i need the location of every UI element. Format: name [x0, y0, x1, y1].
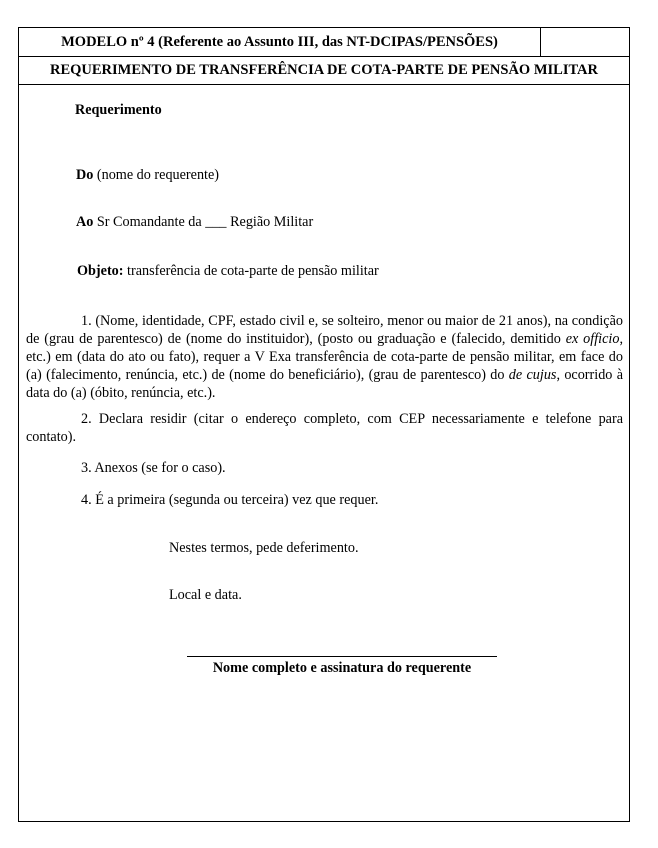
from-label: Do: [76, 167, 94, 183]
to-line: [76, 213, 313, 231]
model-title: MODELO nº 4 (Referente ao Assunto III, das NT-DCIPAS/PENSÕES): [19, 28, 541, 56]
paragraph-1: [26, 312, 623, 402]
signature-caption: Nome completo e assinatura do requerente: [212, 660, 472, 676]
form-frame: [18, 27, 630, 822]
p1-ex-officio: ex officio: [565, 331, 620, 347]
from-value: (nome do requerente): [93, 167, 220, 183]
place-date-text: Local e data.: [169, 587, 242, 603]
p1-text-b: , etc.) em (data do ato ou fato), requer a V Exa transferência de cota-parte de pensão militar, em face do (a) (falecimento, renúncia, etc.) de (nome do beneficiário), (grau de parentesco) do: [26, 331, 623, 383]
p2-text: 2. Declara residir (citar o endereço completo, com CEP necessariamente e telefone para contato).: [26, 411, 623, 445]
paragraph-4: 4. É a primeira (segunda ou terceira) vez que requer.: [81, 492, 379, 508]
p1-text-a: 1. (Nome, identidade, CPF, estado civil e, se solteiro, menor ou maior de 21 anos), na condição de (grau de parentesco) de (nome do instituidor), (posto ou graduação e (falecido, demitido: [26, 313, 623, 347]
to-value: Sr Comandante da ___ Região Militar: [93, 214, 314, 230]
subject-label: Objeto:: [77, 263, 124, 279]
signature-line: [187, 656, 497, 657]
form-title: REQUERIMENTO DE TRANSFERÊNCIA DE COTA-PARTE DE PENSÃO MILITAR: [19, 57, 629, 85]
paragraph-3: 3. Anexos (se for o caso).: [81, 460, 226, 476]
p1-text-c: , ocorrido à data do (a) (óbito, renúncia, etc.).: [26, 367, 624, 401]
closing-text: Nestes termos, pede deferimento.: [169, 540, 359, 556]
subject-line: [77, 262, 379, 280]
from-line: [76, 166, 219, 184]
heading-requerimento: Requerimento: [75, 102, 162, 118]
to-label: Ao: [76, 214, 94, 230]
subject-value: transferência de cota-parte de pensão militar: [123, 263, 379, 279]
paragraph-2: [26, 410, 623, 446]
header-row-model: [19, 28, 629, 57]
p1-de-cujus: de cujus: [508, 367, 557, 383]
